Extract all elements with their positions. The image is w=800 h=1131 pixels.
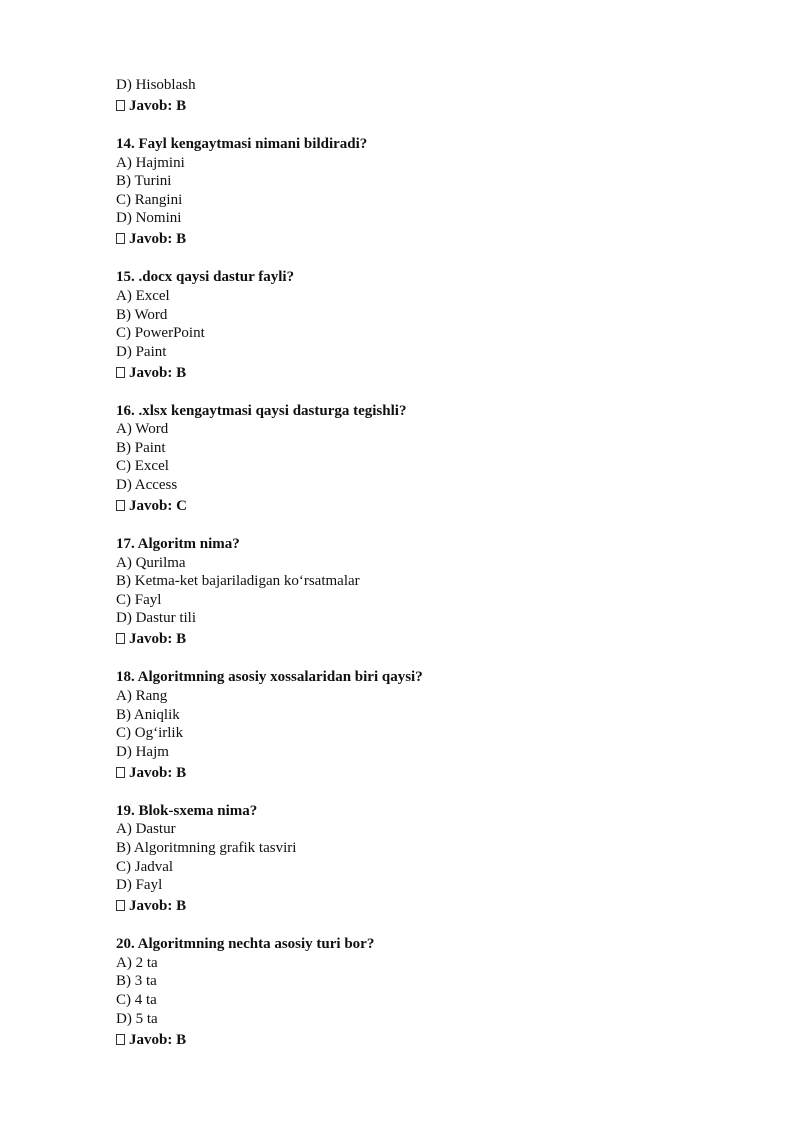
option-text: B) 3 ta [116,973,157,990]
question-block [116,802,736,916]
answer-line [116,896,736,916]
answer-text: Javob: C [129,498,187,515]
question-title: 17. Algoritm nima? [116,536,240,553]
option-text: A) Rang [116,688,168,705]
option-text: B) Ketma-ket bajariladigan ko‘rsatmalar [116,573,360,590]
option-text: B) Word [116,306,168,323]
answer-line [116,496,736,516]
answer-text: Javob: B [129,631,187,648]
question-block [116,268,736,382]
option-text: D) Nomini [116,210,182,227]
question-block [116,668,736,782]
option-text: A) Excel [116,287,170,304]
answer-line [116,96,736,116]
question-title: 14. Fayl kengaytmasi nimani bildiradi? [116,135,368,152]
document-page [116,76,736,1050]
option-text: C) Fayl [116,591,162,608]
checkbox-icon [116,767,125,778]
option-text: A) Word [116,421,169,438]
answer-text: Javob: B [129,364,187,381]
answer-text: Javob: B [129,898,187,915]
answer-text: Javob: B [129,764,187,781]
checkbox-icon [116,233,125,244]
option-text: C) Excel [116,458,169,475]
option-text: A) Qurilma [116,554,186,571]
option-text: B) Paint [116,439,166,456]
option-text: D) Hajm [116,743,169,760]
checkbox-icon [116,367,125,378]
option-text: D) Hisoblash [116,77,196,93]
option-text: B) Aniqlik [116,706,180,723]
question-title: 20. Algoritmning nechta asosiy turi bor? [116,936,375,953]
option-text: D) Paint [116,343,167,360]
answer-line [116,629,736,649]
answer-line [116,1030,736,1050]
answer-line [116,363,736,383]
checkbox-icon [116,900,125,911]
option-text: D) Fayl [116,877,163,894]
option-text: A) 2 ta [116,954,158,971]
checkbox-icon [116,633,125,644]
answer-text: Javob: B [129,231,187,248]
option-text: C) 4 ta [116,991,157,1008]
question-title: 19. Blok-sxema nima? [116,802,258,819]
checkbox-icon [116,500,125,511]
option-text: A) Hajmini [116,154,185,171]
answer-line [116,229,736,249]
option-text: D) Dastur tili [116,610,196,627]
option-text: C) PowerPoint [116,325,205,342]
option-text: B) Turini [116,173,172,190]
option-text: C) Og‘irlik [116,725,184,742]
answer-line [116,763,736,783]
question-block [116,935,736,1049]
option-text: B) Algoritmning grafik tasviri [116,839,297,856]
answer-text: Javob: B [129,97,187,114]
question-block [116,535,736,649]
question-title: 16. .xlsx kengaytmasi qaysi dasturga tegishli? [116,402,407,419]
option-text: D) 5 ta [116,1010,158,1027]
option-text: C) Jadval [116,858,174,875]
question-block [116,135,736,249]
option-text: A) Dastur [116,821,176,838]
question-title: 15. .docx qaysi dastur fayli? [116,269,295,286]
checkbox-icon [116,100,125,111]
option-text: D) Access [116,477,178,494]
question-block [116,402,736,516]
answer-text: Javob: B [129,1031,187,1048]
checkbox-icon [116,1034,125,1045]
option-text: C) Rangini [116,191,183,208]
question-title: 18. Algoritmning asosiy xossalaridan biri qaysi? [116,669,423,686]
